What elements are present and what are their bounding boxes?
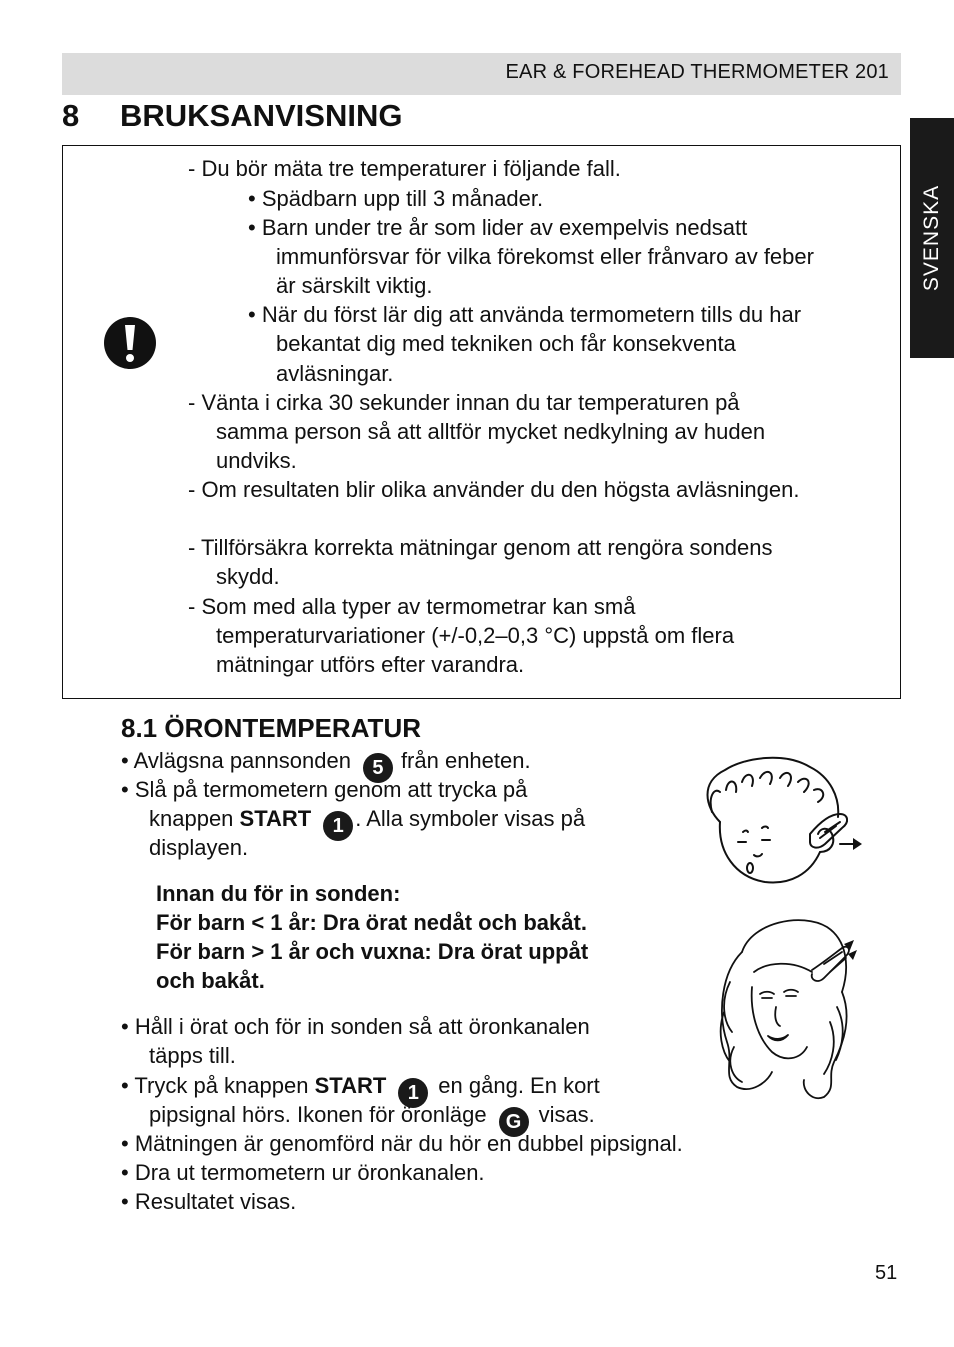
- note-line: Innan du för in sonden:: [156, 881, 401, 906]
- list-item: • Håll i örat och för in sonden så att öronkanalen: [121, 1014, 590, 1039]
- list-text: knappen: [149, 806, 240, 831]
- warning-line: • Barn under tre år som lider av exempelvis nedsatt: [248, 215, 748, 240]
- language-tab: [910, 118, 954, 358]
- warning-line: - Vänta i cirka 30 sekunder innan du tar temperaturen på: [188, 390, 740, 415]
- ear-mode-icon: G: [499, 1107, 529, 1137]
- ref-number-badge: 1: [323, 811, 353, 841]
- warning-line: är särskilt viktig.: [276, 273, 433, 298]
- warning-line: - Som med alla typer av termometrar kan små: [188, 594, 636, 619]
- list-text: visas.: [538, 1102, 595, 1127]
- page-number: 51: [875, 1262, 898, 1284]
- warning-line: temperaturvariationer (+/-0,2–0,3 °C) uppstå om flera: [216, 623, 735, 648]
- section-heading: BRUKSANVISNING: [120, 98, 403, 133]
- list-item: • Mätningen är genomförd när du hör en dubbel pipsignal.: [121, 1131, 683, 1156]
- ref-number-badge: 5: [363, 753, 393, 783]
- section-title: [62, 98, 402, 134]
- ref-number-badge: 1: [398, 1078, 428, 1108]
- list-item: täpps till.: [149, 1043, 236, 1068]
- warning-line: • Spädbarn upp till 3 månader.: [248, 186, 544, 211]
- list-item: displayen.: [149, 835, 249, 860]
- warning-line: • När du först lär dig att använda termometern tills du har: [248, 302, 802, 327]
- warning-line: avläsningar.: [276, 361, 394, 386]
- warning-line: immunförsvar för vilka förekomst eller frånvaro av feber: [276, 244, 814, 269]
- warning-line: samma person så att alltför mycket nedkylning av huden: [216, 419, 766, 444]
- list-text: pipsignal hörs. Ikonen för öronläge: [149, 1102, 487, 1127]
- warning-box: [62, 145, 901, 699]
- subsection-title: 8.1 ÖRONTEMPERATUR: [121, 713, 421, 743]
- adult-ear-illustration: [712, 912, 857, 1102]
- section-number: 8: [62, 98, 80, 133]
- start-button-label: START: [314, 1073, 387, 1098]
- header-title: EAR & FOREHEAD THERMOMETER 201: [505, 61, 889, 83]
- note-line: och bakåt.: [156, 968, 265, 993]
- list-text: • Avlägsna pannsonden: [121, 748, 351, 773]
- note-line: För barn > 1 år och vuxna: Dra örat uppåt: [156, 939, 589, 964]
- start-button-label: START: [239, 806, 312, 831]
- list-text: en gång. En kort: [438, 1073, 600, 1098]
- warning-line: - Du bör mäta tre temperaturer i följande fall.: [188, 156, 621, 181]
- note-line: För barn < 1 år: Dra örat nedåt och bakåt.: [156, 910, 587, 935]
- child-ear-illustration: [690, 752, 875, 892]
- list-text: . Alla symboler visas på: [355, 806, 586, 831]
- language-tab-label: SVENSKA: [920, 184, 943, 292]
- warning-line: - Om resultaten blir olika använder du den högsta avläsningen.: [188, 477, 800, 502]
- list-item: • Dra ut termometern ur öronkanalen.: [121, 1160, 485, 1185]
- list-text: • Tryck på knappen: [121, 1073, 315, 1098]
- warning-line: undviks.: [216, 448, 297, 473]
- warning-line: bekantat dig med tekniken och får konsekventa: [276, 331, 736, 356]
- list-item: • Slå på termometern genom att trycka på: [121, 777, 528, 802]
- warning-line: mätningar utförs efter varandra.: [216, 652, 525, 677]
- list-item: • Resultatet visas.: [121, 1189, 297, 1214]
- header-bar: [62, 53, 901, 95]
- list-text: från enheten.: [400, 748, 531, 773]
- warning-line: skydd.: [216, 564, 280, 589]
- warning-line: - Tillförsäkra korrekta mätningar genom att rengöra sondens: [188, 535, 773, 560]
- exclamation-icon: [103, 316, 157, 370]
